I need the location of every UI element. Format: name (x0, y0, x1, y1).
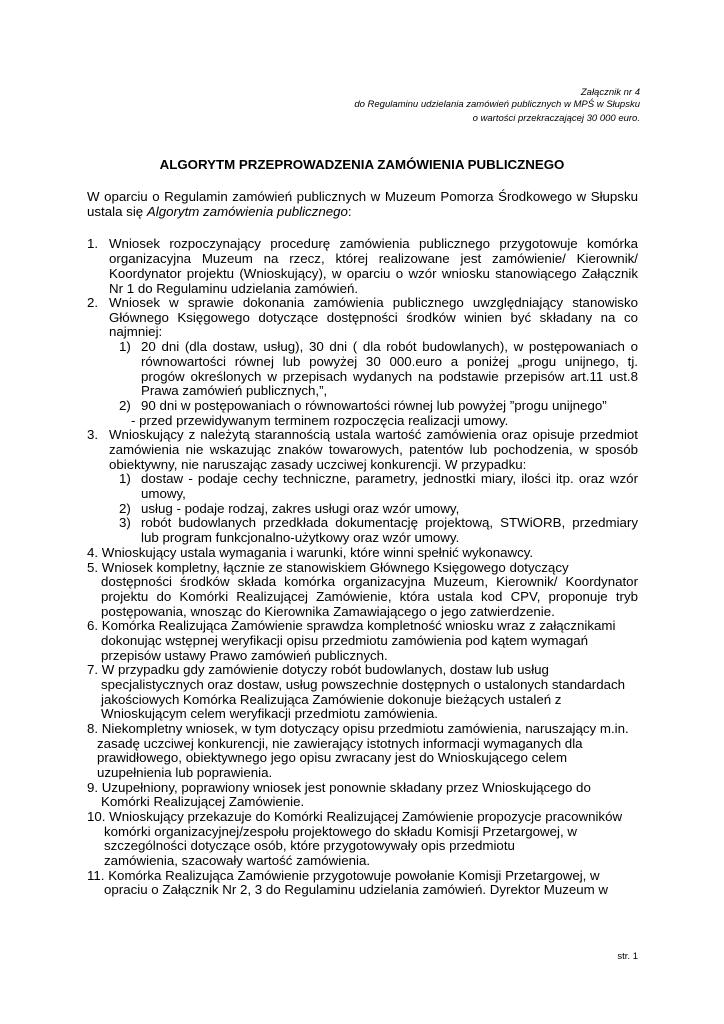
item-5-line: 5. Wniosek kompletny, łącznie ze stanowiskiem Głównego Księgowego dotyczący (87, 560, 569, 575)
item-2-sub-1-number: 1) (119, 339, 131, 354)
attachment-regulation: do Regulaminu udzielania zamówień publicznych w MPŚ w Słupsku (354, 99, 640, 110)
item-5-line: dostępności środków składa komórka organizacyjna Muzeum, Kierownik/ Koordynator (101, 574, 638, 589)
item-11-line: 11. Komórka Realizująca Zamówienie przygotowuje powołanie Komisji Przetargowej, w (87, 868, 600, 883)
intro-prefix: ustala się (87, 204, 147, 219)
item-1-number: 1. (87, 236, 99, 251)
item-5-line: postępowania, wnosząc do Kierownika Zamawiającego o jego zatwierdzenie. (101, 604, 555, 619)
item-4-line: 4. Wnioskujący ustala wymagania i warunki, które winni spełnić wykonawcy. (87, 545, 534, 560)
item-3-sub-3-number: 3) (119, 515, 131, 530)
item-9-line: Komórki Realizującej Zamówienie. (101, 794, 305, 809)
item-9-line: 9. Uzupełniony, poprawiony wniosek jest ponownie składany przez Wnioskującego do (87, 780, 591, 795)
item-8-line: 8. Niekompletny wniosek, w tym dotyczący opisu przedmiotu zamówienia, naruszający m.in. (87, 721, 629, 736)
item-2-sub-2-number: 2) (119, 398, 131, 413)
item-3-sub-2-line: usług - podaje rodzaj, zakres usługi oraz wzór umowy, (141, 501, 460, 516)
item-6-line: dokonując wstępnej weryfikacji opisu przedmiotu zamówienia pod kątem wymagań (101, 633, 589, 648)
page-title: ALGORYTM PRZEPROWADZENIA ZAMÓWIENIA PUBLICZNEGO (159, 157, 565, 172)
item-8-line: zasadę uczciwej konkurencji, nie zawierający istotnych informacji wymaganych dla (97, 736, 583, 751)
item-2-line: Wniosek w sprawie dokonania zamówienia publicznego uwzględniający stanowisko (109, 295, 638, 310)
item-8-line: prawidłowego, obiektywnego jego opisu zwracany jest do Wnioskującego celem (97, 750, 568, 765)
item-2-tail: - przed przewidywanym terminem rozpoczęcia realizacji umowy. (131, 413, 509, 428)
item-10-line: zamówienia, szacowały wartość zamówienia. (104, 853, 371, 868)
item-6-line: przepisów ustawy Prawo zamówień publicznych. (101, 648, 388, 663)
item-3-sub-1-line: dostaw - podaje cechy techniczne, parametry, jednostki miary, ilości itp. oraz wzór (141, 471, 638, 486)
item-7-line: jakościowych Komórka Realizująca Zamówienie dokonuje bieżących ustaleń z (101, 692, 562, 707)
item-7-line: 7. W przypadku gdy zamówienie dotyczy robót budowlanych, dostaw lub usług (87, 662, 549, 677)
item-11-line: opraciu o Załącznik Nr 2, 3 do Regulaminu udzielania zamówień. Dyrektor Muzeum w (104, 882, 609, 897)
item-3-sub-2-number: 2) (119, 501, 131, 516)
item-1-line: Koordynator projektu (Wnioskujący), w oparciu o wzór wniosku stanowiącego Załącznik (109, 266, 638, 281)
item-7-line: specjalistycznych oraz dostaw, usług powszechnie dostępnych o ustalonych standardach (101, 677, 626, 692)
item-2-line: najmniej: (109, 324, 163, 339)
item-3-sub-1-line: umowy, (141, 486, 186, 501)
item-2-sub-2-line: 90 dni w postępowaniach o równowartości równej lub powyżej ”progu unijnego” (141, 398, 607, 413)
item-2-sub-1-line: 20 dni (dla dostaw, usług), 30 dni ( dla robót budowlanych), w postępowaniach o (141, 339, 638, 354)
item-3-number: 3. (87, 427, 99, 442)
item-10-line: 10. Wnioskujący przekazuje do Komórki Realizującej Zamówienie propozycje pracowników (87, 809, 623, 824)
item-3-line: Wnioskujący z należytą starannością ustala wartość zamówienia oraz opisuje przedmiot (109, 427, 638, 442)
item-3-sub-3-line: robót budowlanych przedkłada dokumentację projektową, STWiORB, przedmiary (141, 515, 638, 530)
item-2-sub-1-line: równowartości równej lub powyżej 30 000.euro a poniżej „progu unijnego, tj. (141, 354, 638, 369)
item-3-line: obiektywny, nie naruszając zasady uczciwej konkurencji. W przypadku: (109, 457, 527, 472)
item-3-line: zamówienia nie wskazując znaków towarowych, patentów lub pochodzenia, w sposób (109, 442, 638, 457)
page-number: str. 1 (617, 951, 638, 962)
intro-algorithm-name: Algorytm zamówienia publicznego (146, 204, 348, 219)
item-2-sub-1-line: progów określonych w przepisach wydanych na podstawie przepisów art.11 ust.8 (141, 369, 638, 384)
item-10-line: szczególności dotyczące osób, które przygotowywały opis przedmiotu (104, 838, 515, 853)
item-2-line: Głównego Księgowego dotyczące dostępności środków winien być składany na co (109, 310, 638, 325)
item-7-line: Wnioskującym celem weryfikacji przedmiotu zamówienia. (101, 706, 438, 721)
item-5-line: projektu do Komórki Realizującej Zamówienie, która ustala kod CPV, proponuje tryb (101, 589, 638, 604)
item-1-line: Nr 1 do Regulaminu udzielania zamówień. (109, 281, 359, 296)
item-2-sub-1-line: Prawa zamówień publicznych,”, (141, 383, 328, 398)
item-10-line: komórki organizacyjnej/zespołu projektowego do składu Komisji Przetargowej, w (104, 824, 578, 839)
item-1-line: organizacyjna Muzeum na rzecz, której realizowane jest zamówienie/ Kierownik/ (109, 251, 638, 266)
item-2-number: 2. (87, 295, 99, 310)
intro-suffix: : (347, 204, 352, 219)
attachment-number: Załącznik nr 4 (580, 87, 640, 98)
item-3-sub-3-line: lub program funkcjonalno-użytkowy oraz wzór umowy. (141, 530, 460, 545)
item-8-line: uzupełnienia lub poprawienia. (97, 765, 273, 780)
item-1-line: Wniosek rozpoczynający procedurę zamówienia publicznego przygotowuje komórka (109, 236, 638, 251)
item-6-line: 6. Komórka Realizująca Zamówienie sprawdza kompletność wniosku wraz z załącznikami (87, 618, 616, 633)
intro-line-1: W oparciu o Regulamin zamówień publicznych w Muzeum Pomorza Środkowego w Słupsku (87, 189, 638, 204)
attachment-value-threshold: o wartości przekraczającej 30 000 euro. (472, 113, 640, 124)
item-3-sub-1-number: 1) (119, 471, 131, 486)
intro-line-2 (87, 205, 352, 220)
